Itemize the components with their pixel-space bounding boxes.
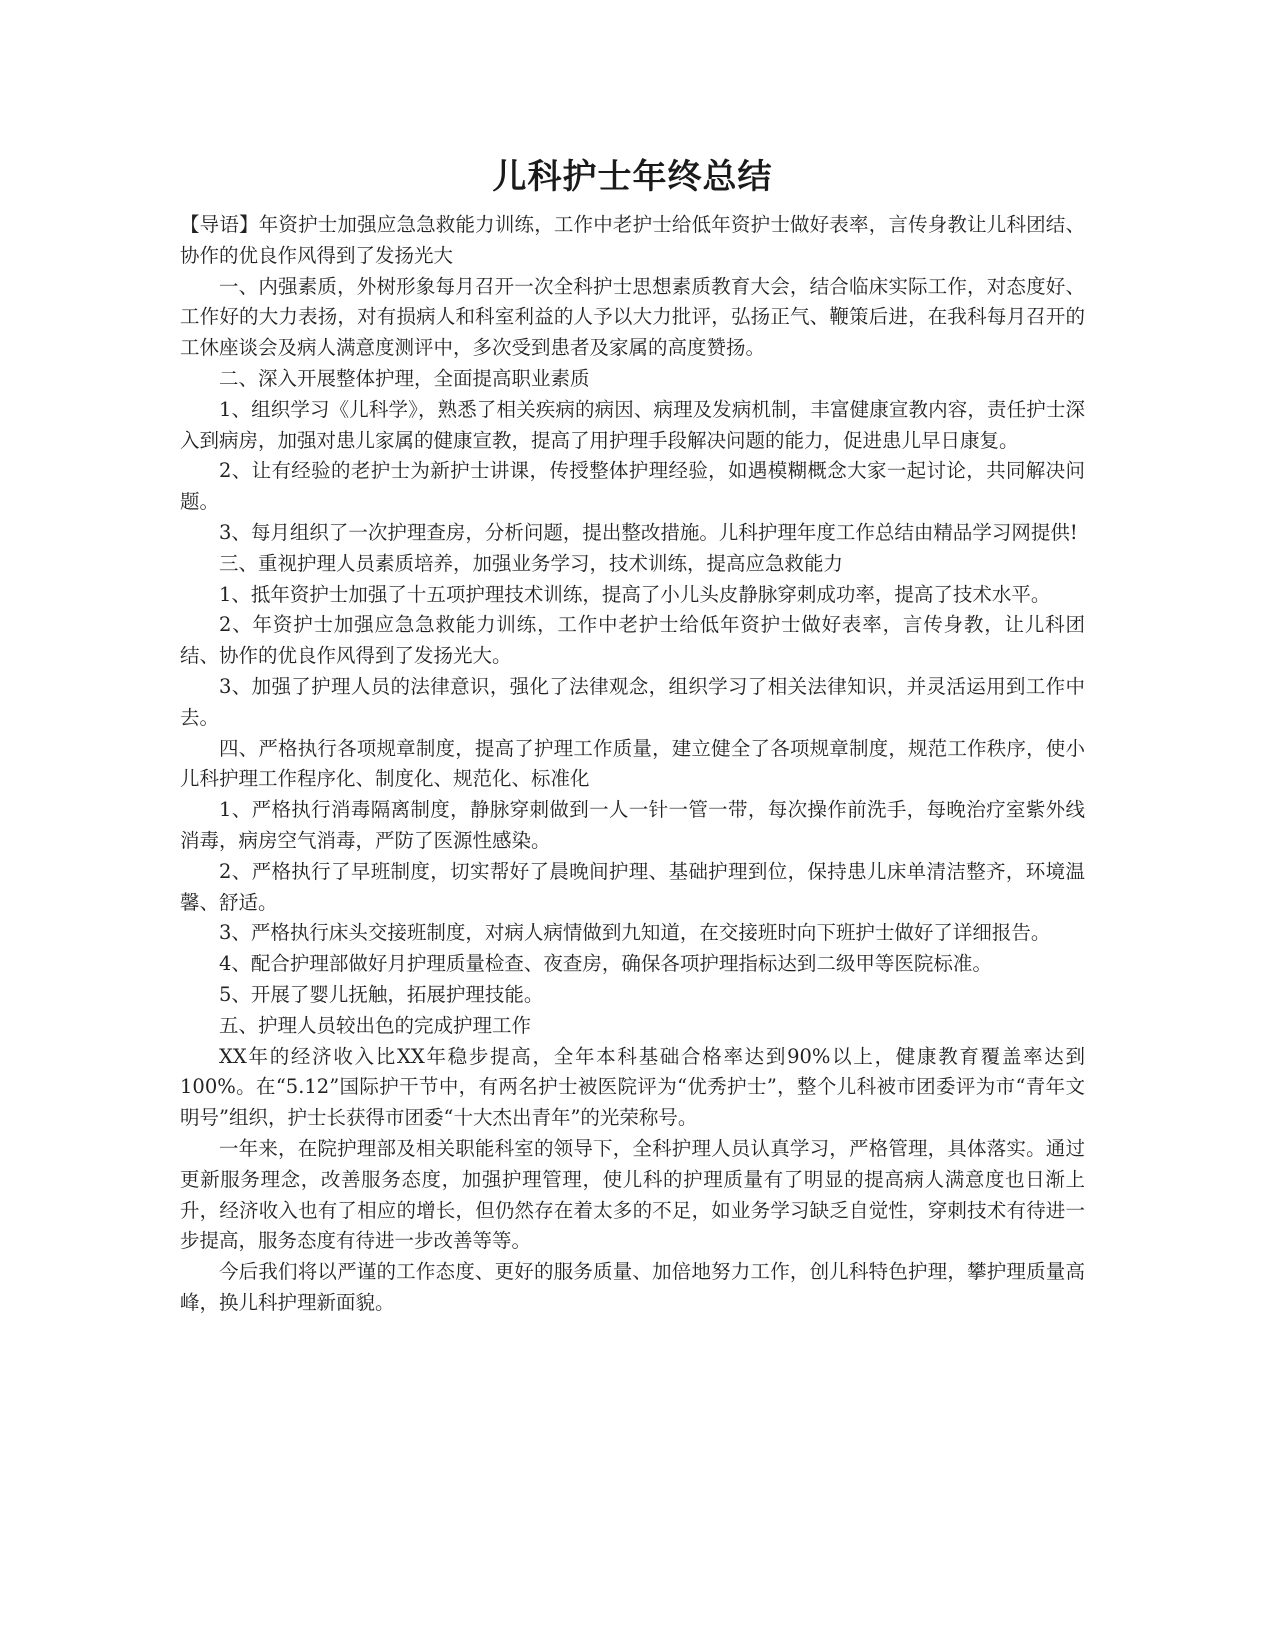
section-3-item-1: 1、抵年资护士加强了十五项护理技术训练，提高了小儿头皮静脉穿刺成功率，提高了技术水平。 — [219, 582, 1051, 606]
section-4-item-1: 1、严格执行消毒隔离制度，静脉穿刺做到一人一针一管一带，每次操作前洗手，每晚治疗室紫外线消毒，病房空气消毒，严防了医源性感染。 — [180, 798, 1085, 852]
document-page — [180, 152, 1085, 1319]
summary-paragraph: 一年来，在院护理部及相关职能科室的领导下，全科护理人员认真学习，严格管理，具体落实。通过更新服务理念，改善服务态度，加强护理管理，使儿科的护理质量有了明显的提高病人满意度也日渐上升，经济收入也有了相应的增长，但仍然存在着太多的不足，如业务学习缺乏自觉性，穿刺技术有待进一步提高，服务态度有待进一步改善等等。 — [180, 1136, 1085, 1253]
section-2-item-1: 1、组织学习《儿科学》，熟悉了相关疾病的病因、病理及发病机制，丰富健康宣教内容，责任护士深入到病房，加强对患儿家属的健康宣教，提高了用护理手段解决问题的能力，促进患儿早日康复。 — [180, 397, 1085, 452]
section-5-heading: 五、护理人员较出色的完成护理工作 — [219, 1013, 532, 1037]
document-title: 儿科护士年终总结 — [492, 157, 773, 197]
section-4-item-5: 5、开展了婴儿抚触，拓展护理技能。 — [219, 982, 544, 1006]
section-5-paragraph: XX年的经济收入比XX年稳步提高，全年本科基础合格率达到90%以上，健康教育覆盖率达到100%。在“5.12”国际护干节中，有两名护士被医院评为“优秀护士”，整个儿科被市团委评为市“青年文明号”组织，护士长获得市团委“十大杰出青年”的光荣称号。 — [180, 1044, 1085, 1130]
section-2-heading: 二、深入开展整体护理，全面提高职业素质 — [219, 366, 590, 390]
section-3-item-2: 2、年资护士加强应急急救能力训练，工作中老护士给低年资护士做好表率，言传身教，让儿科团结、协作的优良作风得到了发扬光大。 — [180, 613, 1085, 668]
section-4-item-3: 3、严格执行床头交接班制度，对病人病情做到九知道，在交接班时向下班护士做好了详细报告。 — [219, 921, 1051, 945]
section-2-item-2: 2、让有经验的老护士为新护士讲课，传授整体护理经验，如遇模糊概念大家一起讨论，共同解决问题。 — [180, 459, 1085, 514]
section-4-item-2: 2、严格执行了早班制度，切实帮好了晨晚间护理、基础护理到位，保持患儿床单清洁整齐，环境温馨、舒适。 — [180, 859, 1085, 914]
closing-paragraph: 今后我们将以严谨的工作态度、更好的服务质量、加倍地努力工作，创儿科特色护理，攀护理质量高峰，换儿科护理新面貌。 — [180, 1260, 1085, 1314]
section-1-paragraph: 一、内强素质，外树形象每月召开一次全科护士思想素质教育大会，结合临床实际工作，对态度好、工作好的大力表扬，对有损病人和科室利益的人予以大力批评，弘扬正气、鞭策后进，在我科每月召开的工休座谈会及病人满意度测评中，多次受到患者及家属的高度赞扬。 — [180, 274, 1085, 360]
section-3-heading: 三、重视护理人员素质培养，加强业务学习，技术训练，提高应急救能力 — [219, 551, 844, 575]
section-4-item-4: 4、配合护理部做好月护理质量检查、夜查房，确保各项护理指标达到二级甲等医院标准。 — [219, 952, 992, 976]
section-3-item-3: 3、加强了护理人员的法律意识，强化了法律观念，组织学习了相关法律知识，并灵活运用到工作中去。 — [180, 674, 1085, 729]
section-2-item-3: 3、每月组织了一次护理查房，分析问题，提出整改措施。儿科护理年度工作总结由精品学习网提供! — [219, 520, 1078, 544]
section-4-heading: 四、严格执行各项规章制度，提高了护理工作质量，建立健全了各项规章制度，规范工作秩序，使小儿科护理工作程序化、制度化、规范化、标准化 — [180, 736, 1085, 791]
intro-paragraph: 【导语】年资护士加强应急急救能力训练，工作中老护士给低年资护士做好表率，言传身教让儿科团结、协作的优良作风得到了发扬光大 — [180, 213, 1085, 267]
document-body — [180, 210, 1085, 1319]
